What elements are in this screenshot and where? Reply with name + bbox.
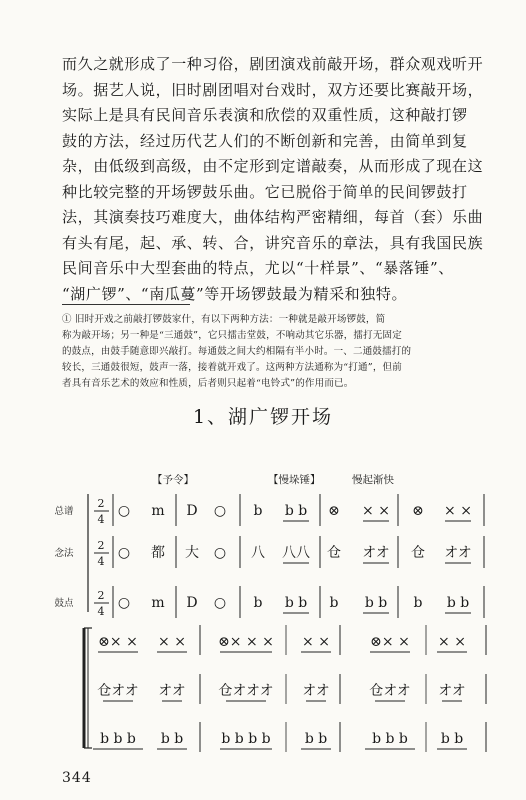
page-number: 344 (62, 770, 92, 786)
score-symbol: b b (304, 731, 328, 747)
text-line: 法，其演奏技巧难度大，曲体结构严密精细，每首（套）乐曲 (62, 208, 484, 226)
score-symbol: 仓 (411, 545, 425, 561)
score-symbol: × × (158, 634, 186, 650)
score-symbol: b (253, 595, 263, 611)
text-line: 而久之就形成了一种习俗，剧团演戏前敲开场，群众观戏听开 (62, 55, 484, 73)
footnote-line: 称为敲开场；另一种是“三通鼓”，它只擂击堂鼓，不响动其它乐器，擂打无固定 (62, 330, 402, 341)
score-symbol: b b b (372, 731, 408, 747)
text-line: 杂，由低级到高级，由不定形到定谱敲奏，从而形成了现在这 (62, 157, 484, 175)
time-signature-top: 2 (97, 539, 105, 552)
score-symbol: D (186, 595, 198, 611)
score-symbol: b b b (100, 731, 136, 747)
time-signature-bottom: 4 (97, 555, 105, 568)
score-symbol: b b (364, 595, 388, 611)
score-symbol: D (186, 503, 198, 519)
score-symbol: ⊗ (328, 503, 340, 519)
text-line: “湖广锣”、“南瓜蔓”等开场锣鼓最为精采和独特。 (62, 284, 408, 303)
score-symbol: 仓オオ (369, 683, 411, 699)
score-symbol: b b (160, 731, 184, 747)
score-symbol: × × (444, 503, 472, 519)
score-symbol: b b b b (221, 731, 271, 747)
footnote-line: 者具有音乐艺术的效应和性质，后者则只起着“电铃式”的作用而已。 (62, 378, 354, 389)
score-symbol: ○ (213, 595, 227, 611)
score-symbol: m (151, 595, 165, 611)
score-symbol: 大 (185, 545, 199, 561)
footnote-line: ① 旧时开戏之前敲打锣鼓家什，有以下两种方法：一种就是敲开场锣鼓，简 (62, 314, 386, 325)
score-staff-lines (84, 494, 92, 748)
score-symbol: オオ (302, 683, 330, 699)
score-symbol: × × (302, 634, 330, 650)
score-symbol: ⊗ (412, 503, 424, 519)
score-symbol: オオ (438, 683, 466, 699)
footnote-line: 的鼓点，由鼓手随意即兴敲打。每通鼓之间大约相隔有半小时。一、二通鼓擂打的 (62, 346, 412, 357)
score-symbol: ○ (117, 595, 131, 611)
score-symbol: b (413, 595, 423, 611)
time-signature-top: 2 (97, 497, 105, 510)
score-symbol: オオ (362, 545, 390, 561)
score-symbol: b (253, 503, 263, 519)
text-line: 种比较完整的开场锣鼓乐曲。它已脱俗于简单的民间锣鼓打 (62, 182, 468, 201)
score-symbol: b b (440, 731, 464, 747)
score-symbol: ○ (213, 503, 227, 519)
score-symbol: 仓オオ (97, 683, 139, 699)
section-marker: 【予令】 (152, 474, 194, 486)
score-symbol: 八 (251, 545, 265, 561)
time-signature-top: 2 (97, 589, 105, 602)
score-symbol: オオ (158, 683, 186, 699)
row-label: 总谱 (54, 506, 74, 517)
score-symbol: m (151, 503, 165, 519)
score-symbol: × × (362, 503, 390, 519)
section-marker: 慢起渐快 (352, 474, 394, 486)
score-symbol: オオ (444, 545, 472, 561)
piece-title: 1、湖广锣开场 (192, 406, 334, 428)
score-symbol: b b (284, 595, 308, 611)
score-symbol: 仓オオオ (218, 683, 274, 699)
score-content (54, 473, 486, 752)
section-marker: 【慢垛锤】 (268, 474, 321, 486)
score-symbol: b (329, 595, 339, 611)
score-symbol: b b (446, 595, 470, 611)
text-line: 鼓的方法，经过历代艺人们的不断创新和完善，由简单到复 (62, 131, 468, 150)
score-symbol: ○ (117, 503, 131, 519)
score-symbol: ○ (213, 545, 227, 561)
time-signature-bottom: 4 (97, 513, 105, 526)
score-symbol: ⊗× × (98, 634, 138, 650)
text-line: 民间音乐中大型套曲的特点，尤以“十样景”、“暴落锤”、 (62, 259, 454, 277)
score-symbol: b b (284, 503, 308, 519)
score-symbol: ⊗× × × (218, 634, 274, 650)
score-symbol: ○ (117, 545, 131, 561)
score-symbol: 都 (151, 545, 165, 561)
text-line: 实际上是具有民间音乐表演和欣偿的双重性质，这种敲打锣 (62, 106, 468, 124)
score-symbol: 仓 (327, 545, 341, 561)
time-signature-bottom: 4 (97, 605, 105, 618)
row-label: 念法 (54, 548, 74, 559)
text-line: 场。据艺人说，旧时剧团唱对台戏时，双方还要比赛敲开场， (62, 80, 484, 99)
score-symbol: × × (438, 634, 466, 650)
score-symbol: 八八 (282, 545, 310, 561)
score-symbol: ⊗× × (370, 634, 410, 650)
text-line: 有头有尾，起、承、转、合，讲究音乐的章法，具有我国民族 (62, 233, 484, 252)
row-label: 鼓点 (54, 598, 74, 609)
footnote-line: 较长，三通鼓很短，鼓声一落，接着就开戏了。这两种方法通称为“打通”，但前 (62, 362, 402, 373)
